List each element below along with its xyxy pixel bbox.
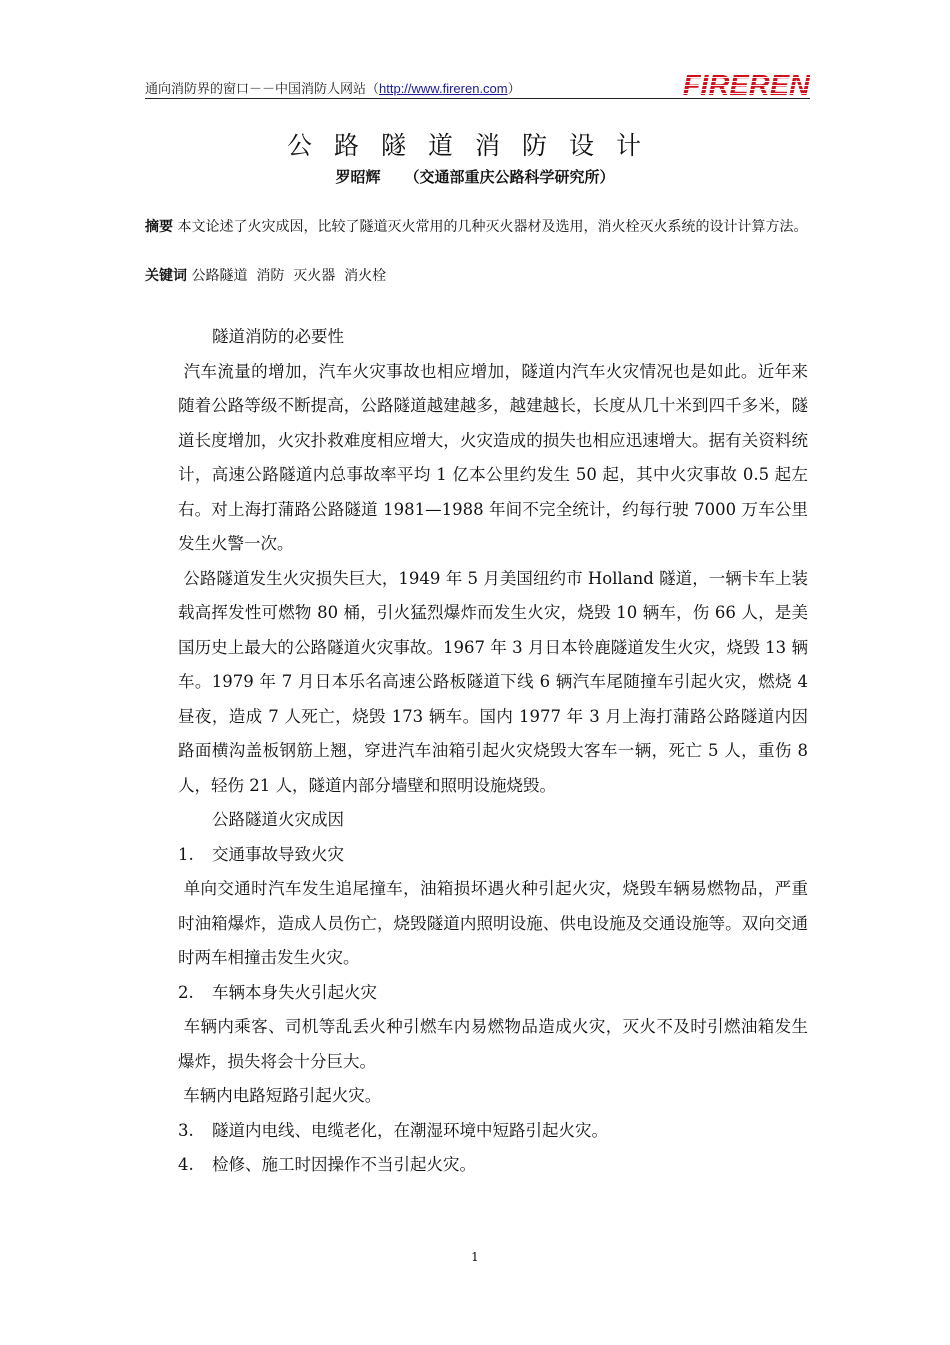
section-title-necessity: 隧道消防的必要性 (212, 327, 344, 346)
paragraph (178, 1010, 808, 1079)
section-title-causes: 公路隧道火灾成因 (212, 810, 344, 829)
list-item (178, 1148, 808, 1183)
list-item (178, 1114, 808, 1149)
author-name: 罗昭辉 (335, 168, 381, 186)
list-number: 3. (178, 1120, 194, 1140)
author-line (0, 166, 950, 187)
abstract-text: 本文论述了火灾成因，比较了隧道灭火常用的几种灭火器材及选用，消火栓灭火系统的设计计算方法。 (177, 219, 808, 235)
header-text (145, 78, 521, 97)
paragraph-text: 车辆内乘客、司机等乱丢火种引燃车内易燃物品造成火灾，灭火不及时引燃油箱发生爆炸，损失将会十分巨大。 (178, 1017, 809, 1071)
header-close-paren: ） (507, 82, 521, 97)
abstract (145, 216, 810, 239)
page-header (145, 68, 810, 102)
paragraph (178, 562, 808, 804)
paragraph-text: 车辆内电路短路引起火灾。 (183, 1086, 382, 1105)
list-item (178, 976, 808, 1011)
header-site-label: 通向消防界的窗口－－中国消防人网站（ (145, 82, 380, 97)
abstract-label: 摘要 (145, 219, 173, 235)
keywords (145, 265, 810, 285)
document-body (178, 320, 808, 1183)
page-number: 1 (471, 1250, 479, 1264)
list-number: 4. (178, 1155, 194, 1174)
document-title: 公路隧道消防设计 (286, 131, 663, 160)
list-number: 1. (178, 844, 194, 864)
paragraph-text: 单向交通时汽车发生追尾撞车，油箱损坏遇火种引起火灾，烧毁车辆易燃物品，严重时油箱爆炸，造成人员伤亡，烧毁隧道内照明设施、供电设施及交通设施等。双向交通时两车相撞击发生火灾。 (178, 879, 809, 967)
list-item-title: 车辆本身失火引起火灾 (212, 982, 377, 1002)
paragraph (178, 1079, 808, 1114)
list-item-title: 检修、施工时因操作不当引起火灾。 (212, 1155, 476, 1174)
list-number: 2. (178, 982, 194, 1002)
paragraph (178, 355, 808, 562)
keywords-label: 关键词 (145, 268, 187, 284)
header-url-link[interactable]: http://www.fireren.com (379, 81, 508, 96)
paragraph-text: 汽车流量的增加，汽车火灾事故也相应增加，隧道内汽车火灾情况也是如此。近年来随着公路等级不断提高，公路隧道越建越多，越建越长，长度从几十米到四千多米，隧道长度增加，火灾扑救难度相应增大，火灾造成的损失也相应迅速增大。据有关资料统计，高速公路隧道内总事故率平均 1 亿本公里约发生 50 起，其中火灾事故 0.5 起左右。对上海打蒲路公路隧道 1981—1988 年间不完全统计，约每行驶 7000 万车公里发生火警一次。 (178, 361, 809, 553)
author-affiliation: （交通部重庆公路科学研究所） (404, 168, 615, 186)
list-item-title: 交通事故导致火灾 (212, 844, 344, 864)
paragraph-text: 公路隧道发生火灾损失巨大，1949 年 5 月美国纽约市 Holland 隧道，一辆卡车上装载高挥发性可燃物 80 桶，引火猛烈爆炸而发生火灾，烧毁 10 辆车，伤 66 人，是美国历史上最大的公路隧道火灾事故。1967 年 3 月日本铃鹿隧道发生火灾，烧毁 13 辆车。1979 年 7 月日本乐名高速公路板隧道下线 6 辆汽车尾随撞车引起火灾，燃烧 4 昼夜，造成 7 人死亡，烧毁 173 辆车。国内 1977 年 3 月上海打蒲路公路隧道内因路面横沟盖板钢筋上翘，穿进汽车油箱引起火灾烧毁大客车一辆，死亡 5 人，重伤 8 人，轻伤 21 人，隧道内部分墙壁和照明设施烧毁。 (178, 568, 808, 795)
list-item-title: 隧道内电线、电缆老化，在潮湿环境中短路引起火灾。 (212, 1120, 608, 1140)
fireren-logo: FIREREN (682, 70, 810, 102)
paragraph (178, 872, 808, 976)
list-item (178, 838, 808, 873)
keywords-text: 公路隧道 消防 灭火器 消火栓 (191, 268, 387, 284)
